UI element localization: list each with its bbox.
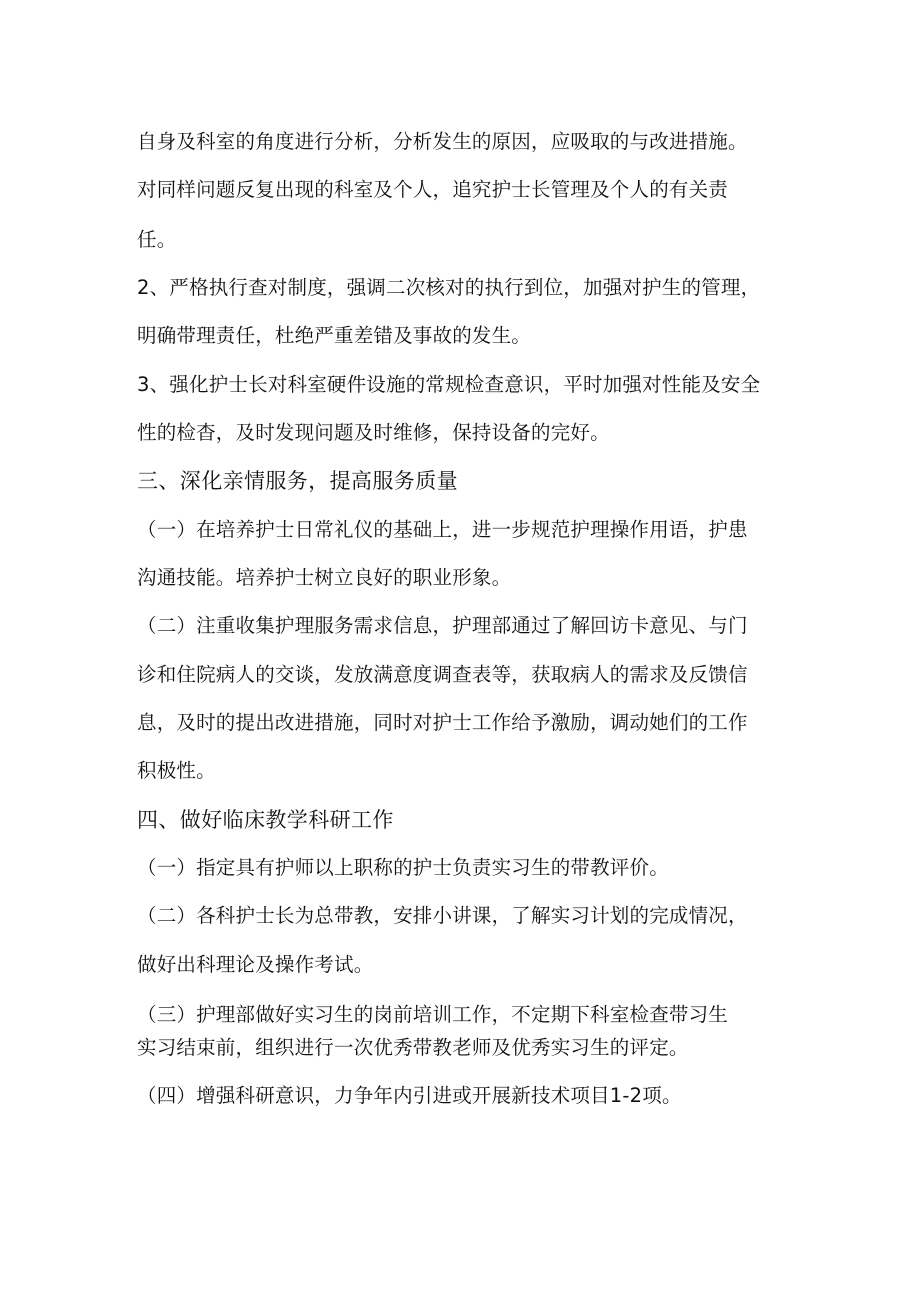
paragraph-line: 明确带理责任，杜绝严重差错及事故的发生。	[137, 324, 532, 347]
paragraph-line: 做好出科理论及操作考试。	[137, 953, 374, 976]
list-item-line: 2、严格执行查对制度，强调二次核对的执行到位，加强对护生的管理，	[137, 276, 761, 299]
list-item-line: （二）各科护士长为总带教，安排小讲课，了解实习计划的完成情况，	[137, 904, 748, 927]
list-item-line: 3、强化护士长对科室硬件设施的常规检查意识，平时加强对性能及安全	[137, 373, 761, 396]
paragraph-line: 对同样问题反复出现的科室及个人，追究护士长管理及个人的有关责	[137, 178, 729, 201]
paragraph-line: 任。	[137, 228, 177, 251]
section-heading: 四、做好临床教学科研工作	[137, 808, 394, 832]
list-item-line: （一）在培养护士日常礼仪的基础上，进一步规范护理操作用语，护患	[137, 518, 748, 541]
list-item-line: （一）指定具有护师以上职称的护士负责实习生的带教评价。	[137, 856, 669, 879]
paragraph-line: 沟通技能。培养护士树立良好的职业形象。	[137, 566, 512, 589]
section-heading: 三、深化亲情服务，提高服务质量	[137, 469, 458, 493]
list-item-line: （四）增强科研意识，力争年内引进或开展新技术项目1-2项。	[137, 1084, 682, 1107]
paragraph-line: 自身及科室的角度进行分析，分析发生的原因，应吸取的与改进措施。	[137, 130, 748, 153]
paragraph-line: 息，及时的提出改进措施，同时对护士工作给予激励，调动她们的工作	[137, 711, 748, 734]
list-item-line: （二）注重收集护理服务需求信息，护理部通过了解回访卡意见、与门	[137, 614, 748, 637]
list-item-line: （三）护理部做好实习生的岗前培训工作，不定期下科室检查带习生	[137, 1003, 729, 1026]
paragraph-line: 性的检杳，及时发现问题及时维修，保持设备的完好。	[137, 421, 610, 444]
paragraph-line: 实习结束前，组织进行一次优秀带教老师及优秀实习生的评定。	[137, 1036, 689, 1059]
paragraph-line: 诊和住院病人的交谈，发放满意度调查表等，获取病人的需求及反馈信	[137, 663, 748, 686]
paragraph-line: 积极性。	[137, 759, 216, 782]
